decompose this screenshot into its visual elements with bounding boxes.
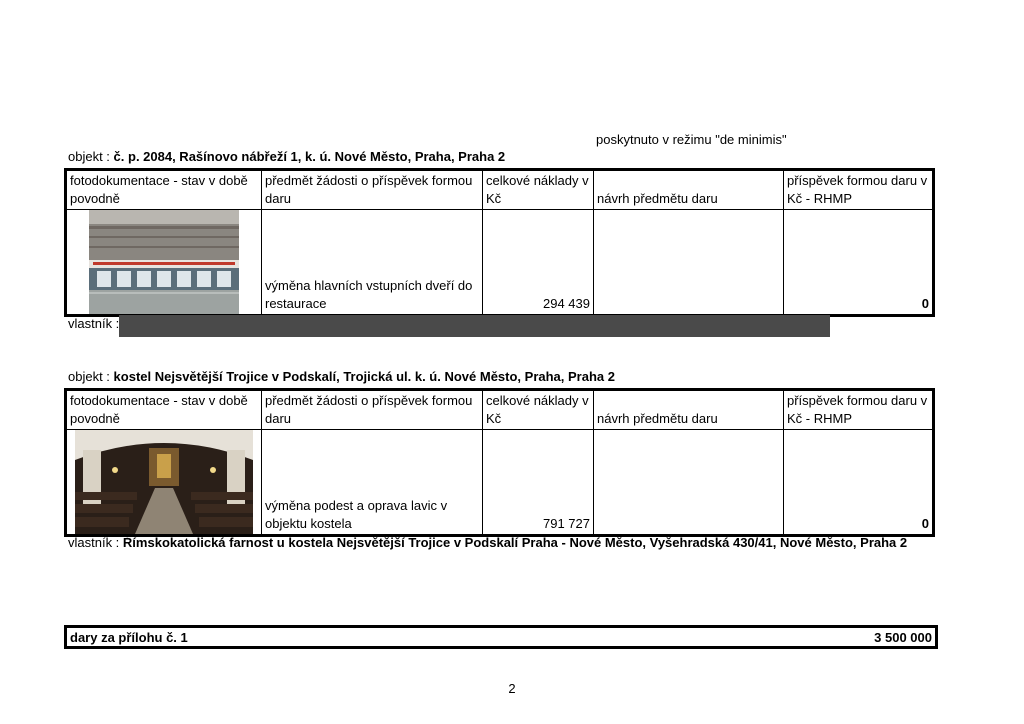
proposal-cell — [594, 430, 784, 536]
proposal-cell — [594, 210, 784, 316]
total-label: dary za přílohu č. 1 — [70, 629, 188, 645]
table-row — [66, 210, 934, 316]
col-header-proposal: návrh předmětu daru — [594, 170, 784, 210]
table-row — [66, 430, 934, 536]
photo-cell — [66, 430, 262, 536]
cost-cell: 791 727 — [483, 430, 594, 536]
contribution-cell: 0 — [784, 430, 934, 536]
flooded-restaurant-photo — [89, 210, 239, 314]
owner-2-line — [68, 535, 907, 550]
col-header-proposal: návrh předmětu daru — [594, 390, 784, 430]
object-2-name: kostel Nejsvětější Trojice v Podskalí, Trojická ul. k. ú. Nové Město, Praha, Praha 2 — [113, 369, 615, 384]
total-value: 3 500 000 — [874, 629, 932, 645]
cost-cell: 294 439 — [483, 210, 594, 316]
object-1-label: objekt : — [68, 149, 110, 164]
object-1-heading — [68, 149, 505, 164]
contribution-cell: 0 — [784, 210, 934, 316]
object-1-table — [64, 168, 935, 317]
object-2-table — [64, 388, 935, 537]
col-header-cost: celkové náklady v Kč — [483, 390, 594, 430]
owner-redaction — [119, 315, 830, 337]
table-header-row — [66, 390, 934, 430]
col-header-cost: celkové náklady v Kč — [483, 170, 594, 210]
request-cell: výměna podest a oprava lavic v objektu kostela — [262, 430, 483, 536]
page-number: 2 — [508, 681, 516, 696]
owner-1-label: vlastník : — [68, 316, 120, 331]
de-minimis-note: poskytnuto v režimu "de minimis" — [596, 132, 787, 147]
total-row — [64, 625, 938, 649]
photo-cell — [66, 210, 262, 316]
col-header-subject: předmět žádosti o příspěvek formou daru — [262, 390, 483, 430]
object-2-heading — [68, 369, 615, 384]
church-interior-photo — [75, 430, 253, 534]
col-header-contribution: příspěvek formou daru v Kč - RHMP — [784, 390, 934, 430]
table-header-row — [66, 170, 934, 210]
col-header-subject: předmět žádosti o příspěvek formou daru — [262, 170, 483, 210]
object-1-name: č. p. 2084, Rašínovo nábřeží 1, k. ú. Nové Město, Praha, Praha 2 — [113, 149, 506, 164]
object-2-label: objekt : — [68, 369, 110, 384]
request-cell: výměna hlavních vstupních dveří do restaurace — [262, 210, 483, 316]
col-header-photo: fotodokumentace - stav v době povodně — [66, 170, 262, 210]
owner-2-label: vlastník : — [68, 535, 120, 550]
col-header-contribution: příspěvek formou daru v Kč - RHMP — [784, 170, 934, 210]
col-header-photo: fotodokumentace - stav v době povodně — [66, 390, 262, 430]
owner-2-name: Římskokatolická farnost u kostela Nejsvětější Trojice v Podskalí Praha - Nové Město, Vyšehradská 430/41, Nové Město, Praha 2 — [122, 535, 908, 550]
